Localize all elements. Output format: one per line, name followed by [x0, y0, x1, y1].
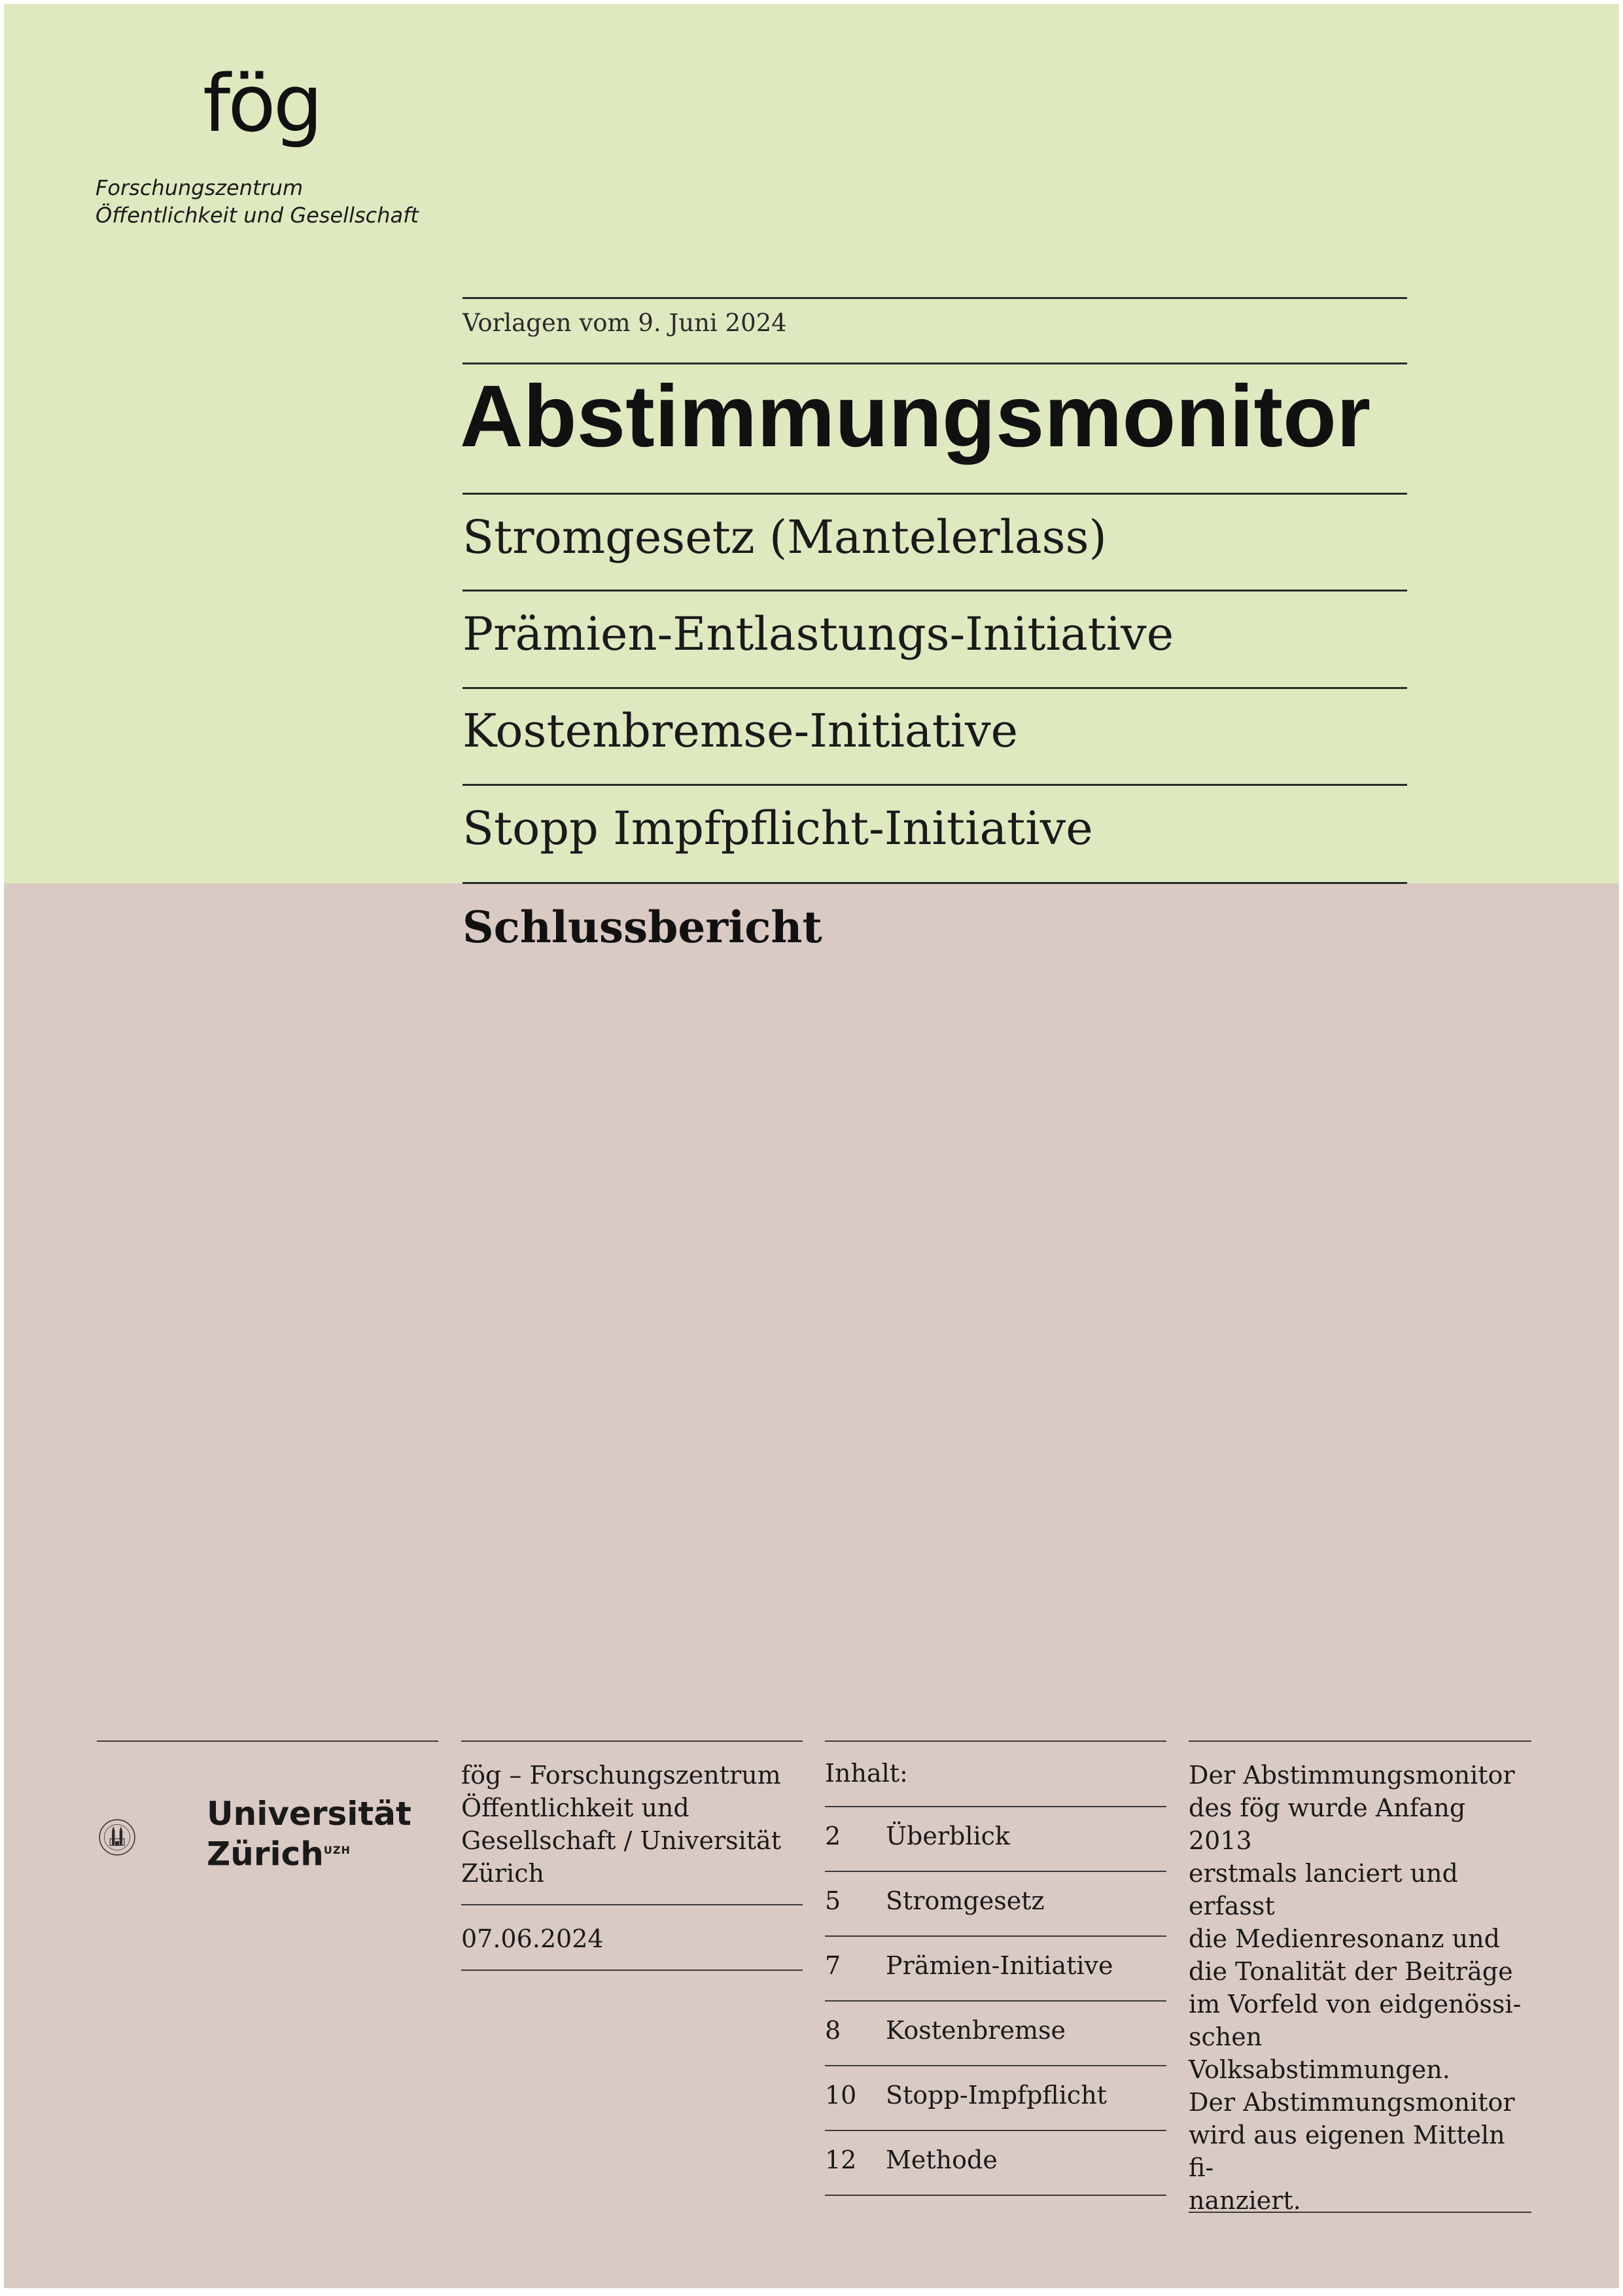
toc-title: Überblick [886, 1822, 1010, 1850]
divider [462, 882, 1407, 884]
toc-page: 7 [825, 1951, 841, 1980]
toc-entry[interactable] [825, 2131, 1166, 2195]
footer-rule [461, 1969, 803, 1971]
publication-date: 07.06.2024 [461, 1924, 604, 1953]
toc-title: Prämien-Initiative [886, 1951, 1113, 1980]
ballot-item-4: Stopp Impfpflicht-Initiative [462, 802, 1093, 855]
toc-entry[interactable] [825, 1872, 1166, 1936]
university-suffix: UZH [323, 1844, 351, 1856]
toc-entry[interactable] [825, 2066, 1166, 2130]
about-line: erstmals lanciert und erfasst [1189, 1859, 1458, 1920]
toc-title: Kostenbremse [886, 2016, 1066, 2045]
about-text [1189, 1759, 1531, 2217]
about-line: wird aus eigenen Mitteln fi- [1189, 2121, 1505, 2182]
publisher-line: fög – Forschungszentrum [461, 1761, 781, 1790]
toc-page: 5 [825, 1886, 841, 1915]
toc-entry[interactable] [825, 1807, 1166, 1871]
university-name [207, 1795, 411, 1873]
toc-page: 12 [825, 2146, 857, 2174]
date-line: Vorlagen vom 9. Juni 2024 [462, 309, 787, 337]
report-type: Schlussbericht [462, 902, 822, 953]
footer-rule [461, 1740, 803, 1742]
foeg-logo-subtitle [96, 174, 419, 229]
toc-title: Stromgesetz [886, 1886, 1045, 1915]
publisher-line: Gesellschaft / Universität [461, 1826, 781, 1855]
about-line: im Vorfeld von eidgenössi- [1189, 1990, 1522, 2019]
about-line: schen Volksabstimmungen. [1189, 2022, 1450, 2084]
publisher-line: Zürich [461, 1859, 544, 1888]
publisher-line: Öffentlichkeit und [461, 1793, 689, 1822]
divider [462, 297, 1407, 299]
divider [462, 784, 1407, 786]
toc-entry[interactable] [825, 1937, 1166, 2001]
divider [462, 362, 1407, 364]
footer-rule [1189, 2212, 1531, 2213]
about-line: Der Abstimmungsmonitor [1189, 2088, 1515, 2117]
toc-title: Stopp-Impfpflicht [886, 2081, 1107, 2110]
toc-rule [825, 2195, 1166, 2196]
logo-line-1: Forschungszentrum [96, 175, 304, 200]
footer-rule [461, 1904, 803, 1905]
page-title: Abstimmungsmonitor [460, 368, 1371, 465]
ballot-item-3: Kostenbremse-Initiative [462, 704, 1019, 758]
toc-title: Methode [886, 2146, 998, 2174]
ballot-item-2: Prämien-Entlastungs-Initiative [462, 607, 1174, 661]
footer-rule [825, 1740, 1166, 1742]
toc-page: 2 [825, 1822, 841, 1850]
university-line-1: Universität [207, 1795, 411, 1833]
foeg-logo [203, 59, 321, 150]
toc-entry[interactable] [825, 2002, 1166, 2066]
about-line: die Medienresonanz und [1189, 1924, 1500, 1953]
about-line: des fög wurde Anfang 2013 [1189, 1793, 1466, 1855]
toc-label: Inhalt: [825, 1759, 908, 1788]
divider [462, 590, 1407, 592]
ballot-item-1: Stromgesetz (Mantelerlass) [462, 510, 1107, 564]
about-line: nanziert. [1189, 2186, 1301, 2215]
about-line: Der Abstimmungsmonitor [1189, 1761, 1515, 1790]
publisher-name [461, 1759, 803, 1890]
toc-page: 8 [825, 2016, 841, 2045]
uzh-seal-icon [98, 1785, 203, 1890]
footer-rule [1189, 1740, 1531, 1742]
logo-line-2: Öffentlichkeit und Gesellschaft [96, 203, 419, 228]
about-line: die Tonalität der Beiträge [1189, 1957, 1513, 1986]
toc-page: 10 [825, 2081, 857, 2110]
foeg-wordmark: fög [203, 59, 321, 150]
divider [462, 687, 1407, 689]
divider [462, 493, 1407, 495]
university-line-2: Zürich [207, 1835, 324, 1873]
footer-rule [97, 1740, 438, 1742]
